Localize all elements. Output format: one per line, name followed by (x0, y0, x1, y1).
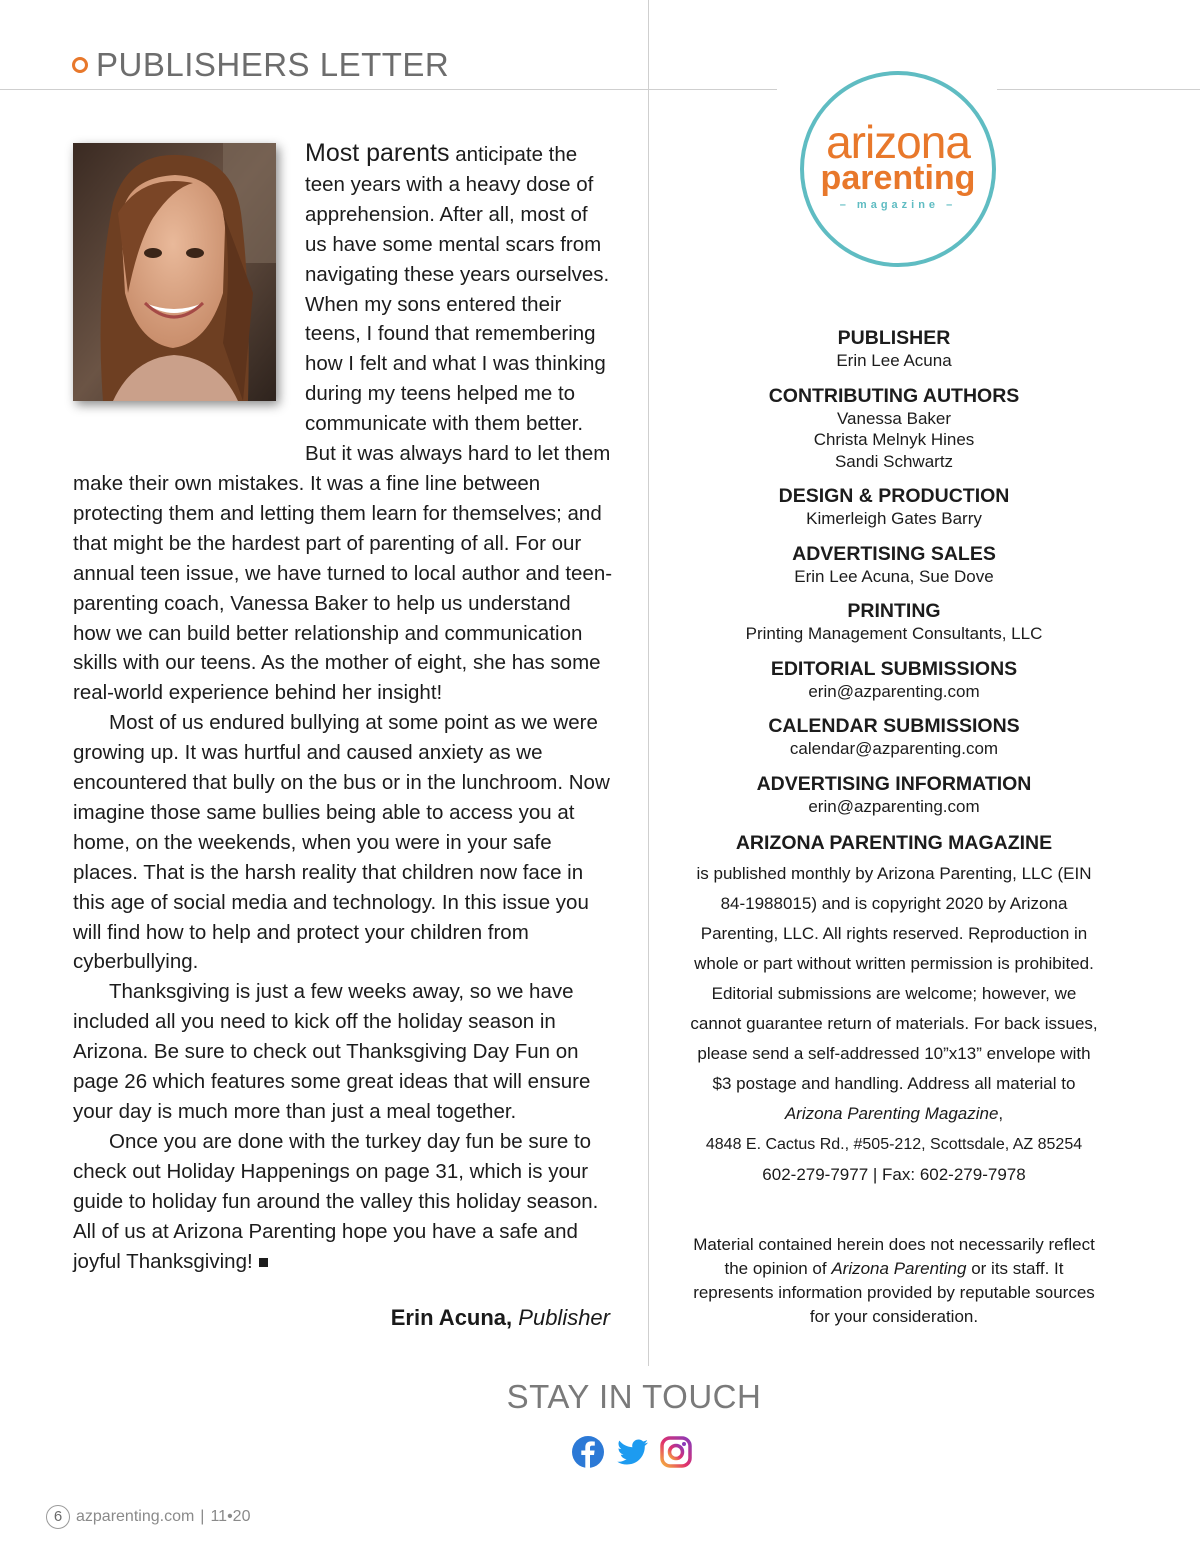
disclaimer-before: Material contained herein does not necessarily reflect the opinion of (693, 1235, 1095, 1278)
masthead-advertising-information (690, 773, 1098, 818)
masthead-heading: PUBLISHER (837, 327, 951, 349)
masthead-contributing-authors (690, 385, 1098, 473)
twitter-icon[interactable] (615, 1435, 649, 1469)
signature (300, 1305, 610, 1331)
column-divider (648, 0, 649, 1366)
masthead-email[interactable]: erin@azparenting.com (808, 796, 980, 816)
lead-in: Most parents (305, 139, 450, 167)
end-mark-icon (259, 1258, 268, 1267)
masthead-heading: PRINTING (847, 600, 941, 622)
logo-line-parenting: parenting (820, 159, 976, 197)
pubinfo-heading-wrap (690, 832, 1098, 855)
logo-line-arizona: arizona (826, 116, 970, 168)
logo-line-magazine: – magazine – (839, 199, 957, 211)
page-footer (46, 1505, 250, 1529)
disclaimer (690, 1233, 1098, 1329)
pubinfo-magazine-name: Arizona Parenting Magazine (784, 1104, 999, 1123)
publication-info (690, 859, 1098, 1190)
social-links (571, 1435, 693, 1469)
masthead-line: Christa Melnyk Hines (813, 430, 975, 449)
masthead-printing (690, 600, 1098, 645)
masthead-line: Erin Lee Acuna, Sue Dove (794, 566, 994, 586)
paragraph-1-text: anticipate the teen years with a heavy dose of apprehension. After all, most of us have some mental scars from navigating these years ourselves. When my sons entered their teens, I found that remembering how I felt and what I was thinking during my teens helped me to communicate with them better. But it was always hard to let them make their own mistakes. It was a fine line between protecting them and letting them learn for themselves; and that might be the hardest part of parenting of all. For our annual teen issue, we have turned to local author and teen-parenting coach, Vanessa Baker to help us understand how we can build better relationship and communication skills with our teens. As the mother of eight, she has some real-world experience behind her insight! (73, 143, 613, 705)
masthead-heading: ADVERTISING INFORMATION (756, 772, 1032, 795)
letter-paragraph-3: Thanksgiving is just a few weeks away, so we have included all you need to kick off the holiday season in Arizona. Be sure to check out Thanksgiving Day Fun on page 26 which features some great ideas that will ensure your day is much more than just a meal together. (73, 980, 591, 1123)
header-divider-left (0, 89, 777, 90)
footer-issue: 11•20 (210, 1508, 251, 1525)
page-number: 6 (46, 1505, 70, 1529)
masthead-publisher (690, 327, 1098, 372)
masthead-heading: CONTRIBUTING AUTHORS (768, 384, 1020, 407)
pubinfo-heading: ARIZONA PARENTING MAGAZINE (735, 832, 1053, 854)
disclaimer-after: or its staff. It represents information provided by reputable sources for your consideration. (693, 1259, 1095, 1326)
pubinfo-body: is published monthly by Arizona Parenting, LLC (EIN 84-1988015) and is copyright 2020 by Arizona Parenting, LLC. All rights reserved. Reproduction in whole or part without written permission is prohibited. Editorial submissions are welcome; however, we cannot guarantee return of materials. For back issues, please send a self-addressed 10”x13” envelope with $3 postage and handling. Address all material to (690, 864, 1098, 1093)
bullet-icon (72, 57, 88, 73)
disclaimer-name: Arizona Parenting (831, 1259, 967, 1278)
arizona-parenting-logo (800, 71, 996, 267)
stay-in-touch-heading: STAY IN TOUCH (506, 1378, 762, 1415)
masthead-calendar-submissions (690, 715, 1098, 760)
masthead-heading: EDITORIAL SUBMISSIONS (770, 657, 1018, 680)
masthead-heading: CALENDAR SUBMISSIONS (768, 715, 1020, 737)
masthead-heading: ADVERTISING SALES (792, 542, 996, 565)
letter-paragraph-4 (73, 1127, 613, 1277)
letter-body (73, 139, 613, 1276)
masthead-heading: DESIGN & PRODUCTION (778, 485, 1010, 507)
pubinfo-address: 4848 E. Cactus Rd., #505-212, Scottsdale, AZ 85254 (705, 1136, 1083, 1153)
signature-name: Erin Acuna, (390, 1305, 513, 1330)
letter-paragraph-2: Most of us endured bullying at some point as we were growing up. It was hurtful and caused anxiety as we encountered that bully on the bus or in the lunchroom. Now imagine those same bullies being able to access you at home, on the weekends, when you were in your safe places. That is the harsh reality that children now face in this age of social media and technology. In this issue you will find how to help and protect your children from cyberbullying. (73, 711, 610, 974)
footer-site[interactable]: azparenting.com (76, 1508, 195, 1525)
masthead-line: Vanessa Baker (836, 408, 952, 428)
section-header (72, 46, 449, 84)
facebook-icon[interactable] (571, 1435, 605, 1469)
photo-wrap-spacer (73, 139, 305, 443)
masthead-line: Kimerleigh Gates Barry (806, 509, 982, 528)
masthead-editorial-submissions (690, 658, 1098, 703)
signature-role: Publisher (518, 1305, 610, 1330)
footer-separator: | (200, 1508, 205, 1525)
section-title: PUBLISHERS LETTER (96, 46, 450, 83)
paragraph-4-text: Once you are done with the turkey day fun be sure to check out Holiday Happenings on page 31, which is your guide to holiday fun around the valley this holiday season. All of us at Arizona Parenting hope you have a safe and joyful Thanksgiving! (73, 1129, 599, 1273)
masthead-line: Sandi Schwartz (834, 451, 954, 471)
masthead-advertising-sales (690, 543, 1098, 588)
pubinfo-phone: 602-279-7977 | Fax: 602-279-7978 (762, 1165, 1026, 1184)
masthead-email[interactable]: erin@azparenting.com (808, 681, 980, 701)
masthead (690, 327, 1098, 830)
instagram-icon[interactable] (659, 1435, 693, 1469)
masthead-email[interactable]: calendar@azparenting.com (789, 739, 999, 758)
masthead-line: Erin Lee Acuna (836, 351, 952, 370)
masthead-line: Printing Management Consultants, LLC (745, 624, 1043, 643)
pubinfo-comma: , (998, 1104, 1004, 1123)
header-divider-right (997, 89, 1200, 90)
masthead-design-production (690, 485, 1098, 530)
